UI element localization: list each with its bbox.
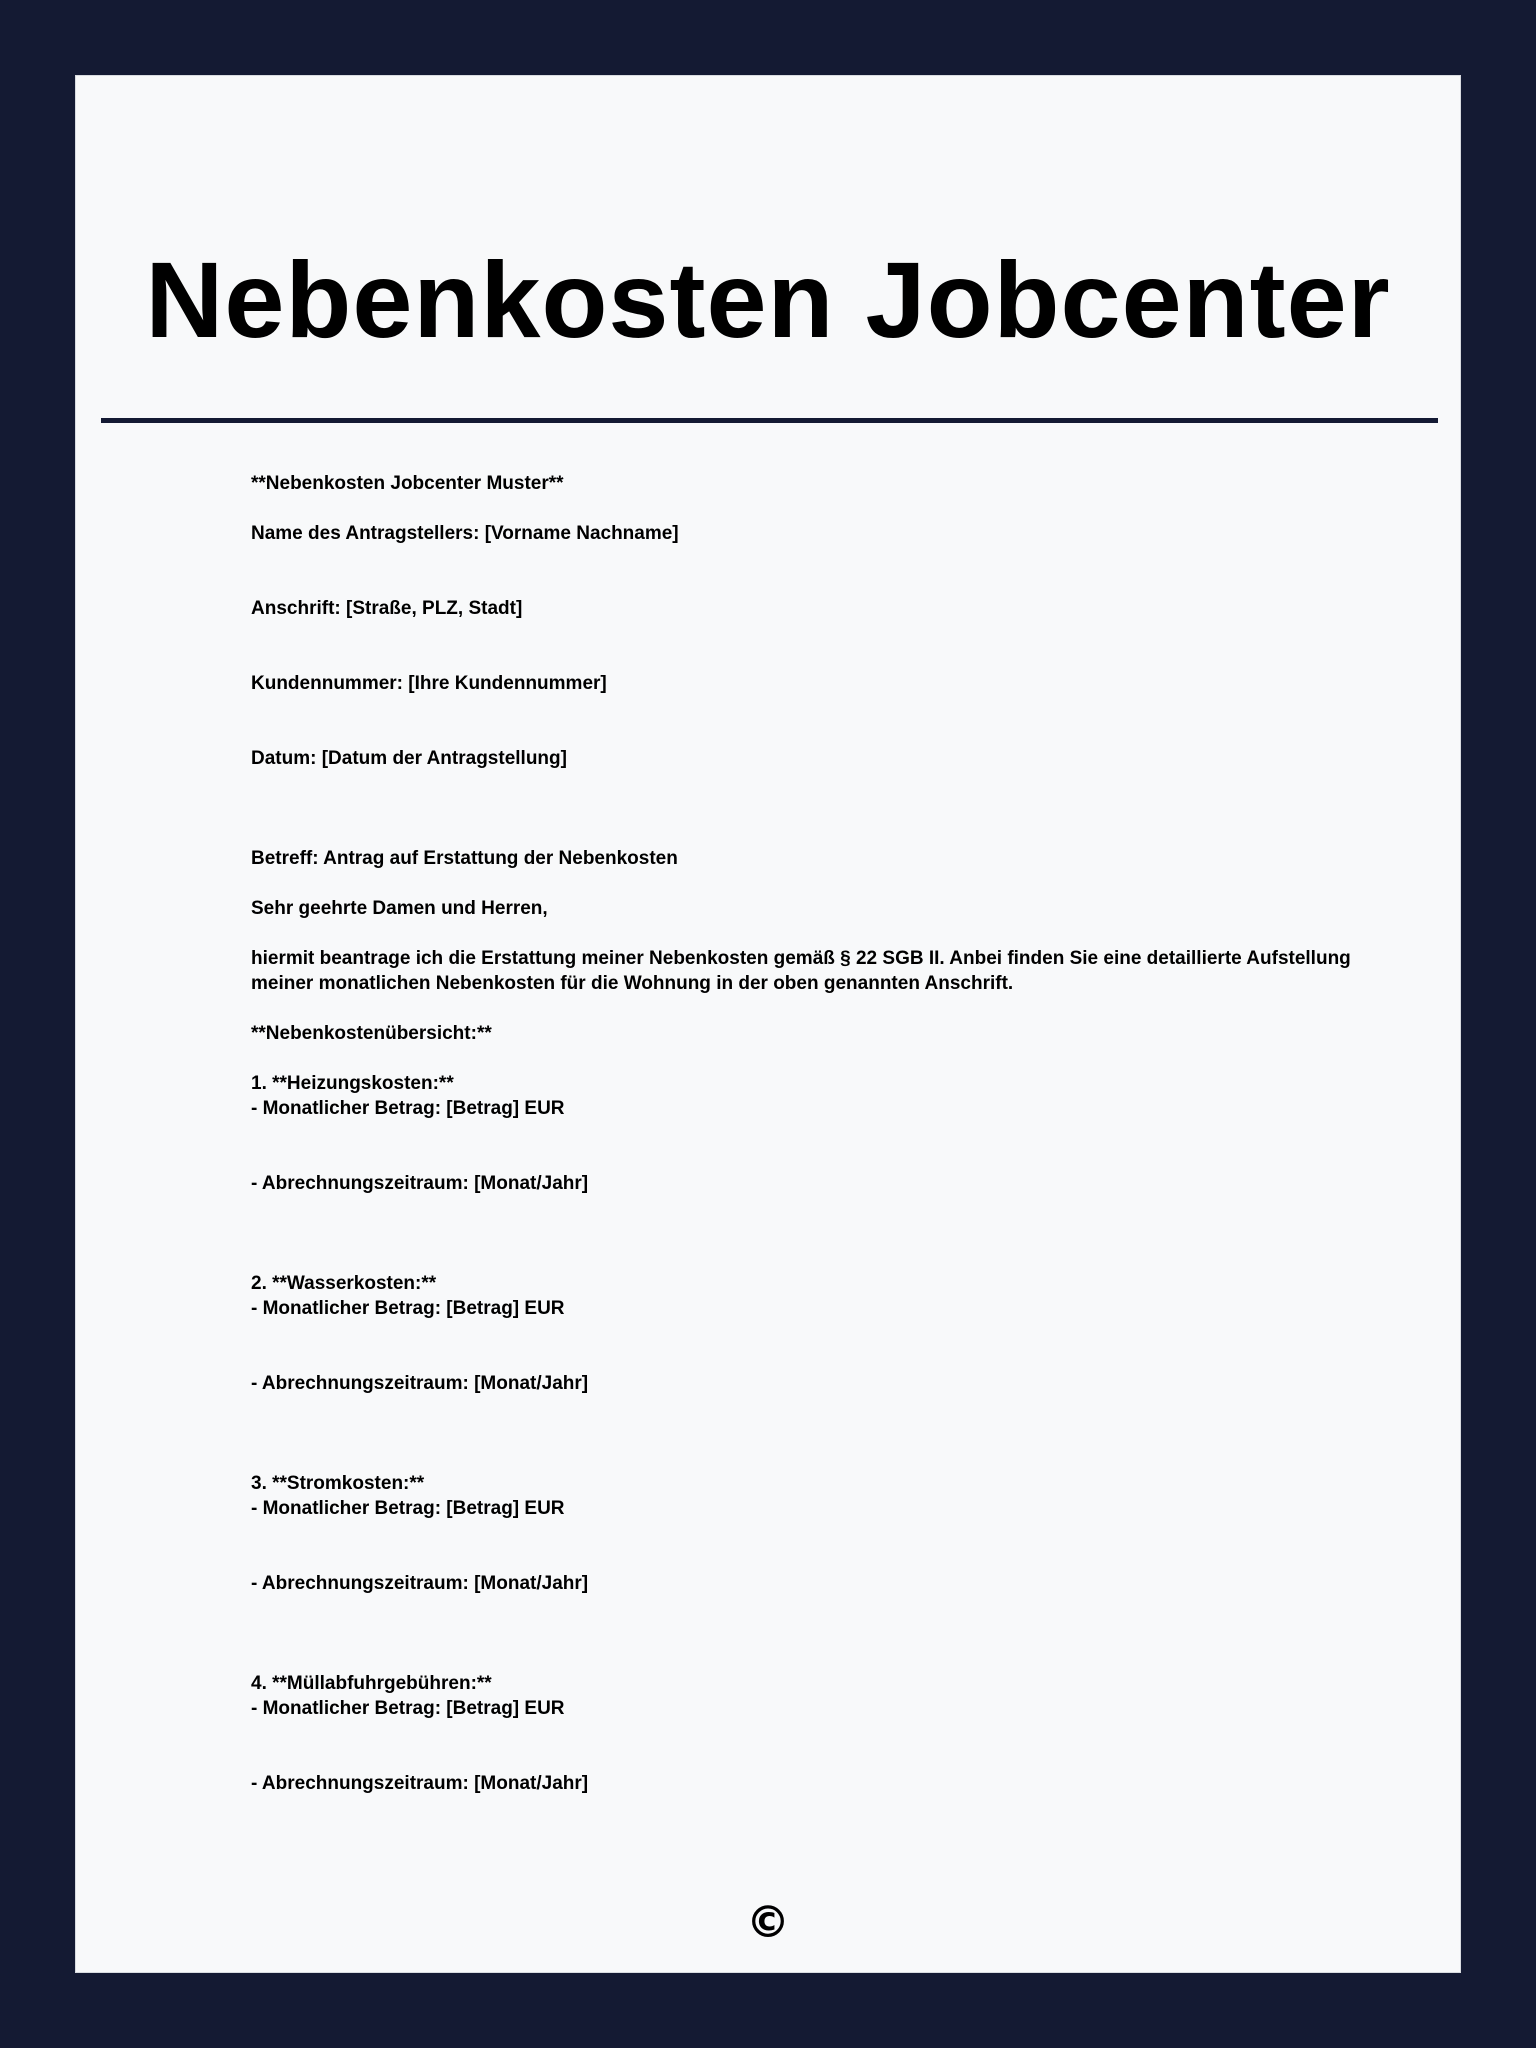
applicant-name-line: Name des Antragstellers: [Vorname Nachname] bbox=[251, 523, 679, 544]
waste-fees-item: 4. **Müllabfuhrgebühren:** - Monatlicher Betrag: [Betrag] EUR bbox=[251, 1673, 565, 1719]
date-line: Datum: [Datum der Antragstellung] bbox=[251, 748, 567, 769]
document-page bbox=[75, 75, 1461, 1973]
copyright-icon: © bbox=[746, 1897, 790, 1948]
template-heading: **Nebenkosten Jobcenter Muster** bbox=[251, 473, 564, 494]
heating-costs-item: 1. **Heizungskosten:** - Monatlicher Betrag: [Betrag] EUR bbox=[251, 1073, 565, 1119]
waste-period-line: - Abrechnungszeitraum: [Monat/Jahr] bbox=[251, 1773, 589, 1794]
customer-number-line: Kundennummer: [Ihre Kundennummer] bbox=[251, 673, 607, 694]
salutation: Sehr geehrte Damen und Herren, bbox=[251, 898, 548, 919]
heating-period-line: - Abrechnungszeitraum: [Monat/Jahr] bbox=[251, 1173, 589, 1194]
intro-paragraph: hiermit beantrage ich die Erstattung meiner Nebenkosten gemäß § 22 SGB II. Anbei finden Sie eine detaillierte Aufstellung meiner monatlichen Nebenkosten für die Wohnung in der oben genannten Anschrift. bbox=[251, 948, 1351, 994]
water-period-line: - Abrechnungszeitraum: [Monat/Jahr] bbox=[251, 1373, 589, 1394]
subject-line: Betreff: Antrag auf Erstattung der Nebenkosten bbox=[251, 848, 678, 869]
overview-heading: **Nebenkostenübersicht:** bbox=[251, 1023, 492, 1044]
document-title: Nebenkosten Jobcenter bbox=[145, 239, 1391, 360]
electricity-period-line: - Abrechnungszeitraum: [Monat/Jahr] bbox=[251, 1573, 589, 1594]
electricity-costs-item: 3. **Stromkosten:** - Monatlicher Betrag: [Betrag] EUR bbox=[251, 1473, 565, 1519]
address-line: Anschrift: [Straße, PLZ, Stadt] bbox=[251, 598, 523, 619]
water-costs-item: 2. **Wasserkosten:** - Monatlicher Betrag: [Betrag] EUR bbox=[251, 1273, 565, 1319]
title-divider bbox=[101, 418, 1438, 423]
